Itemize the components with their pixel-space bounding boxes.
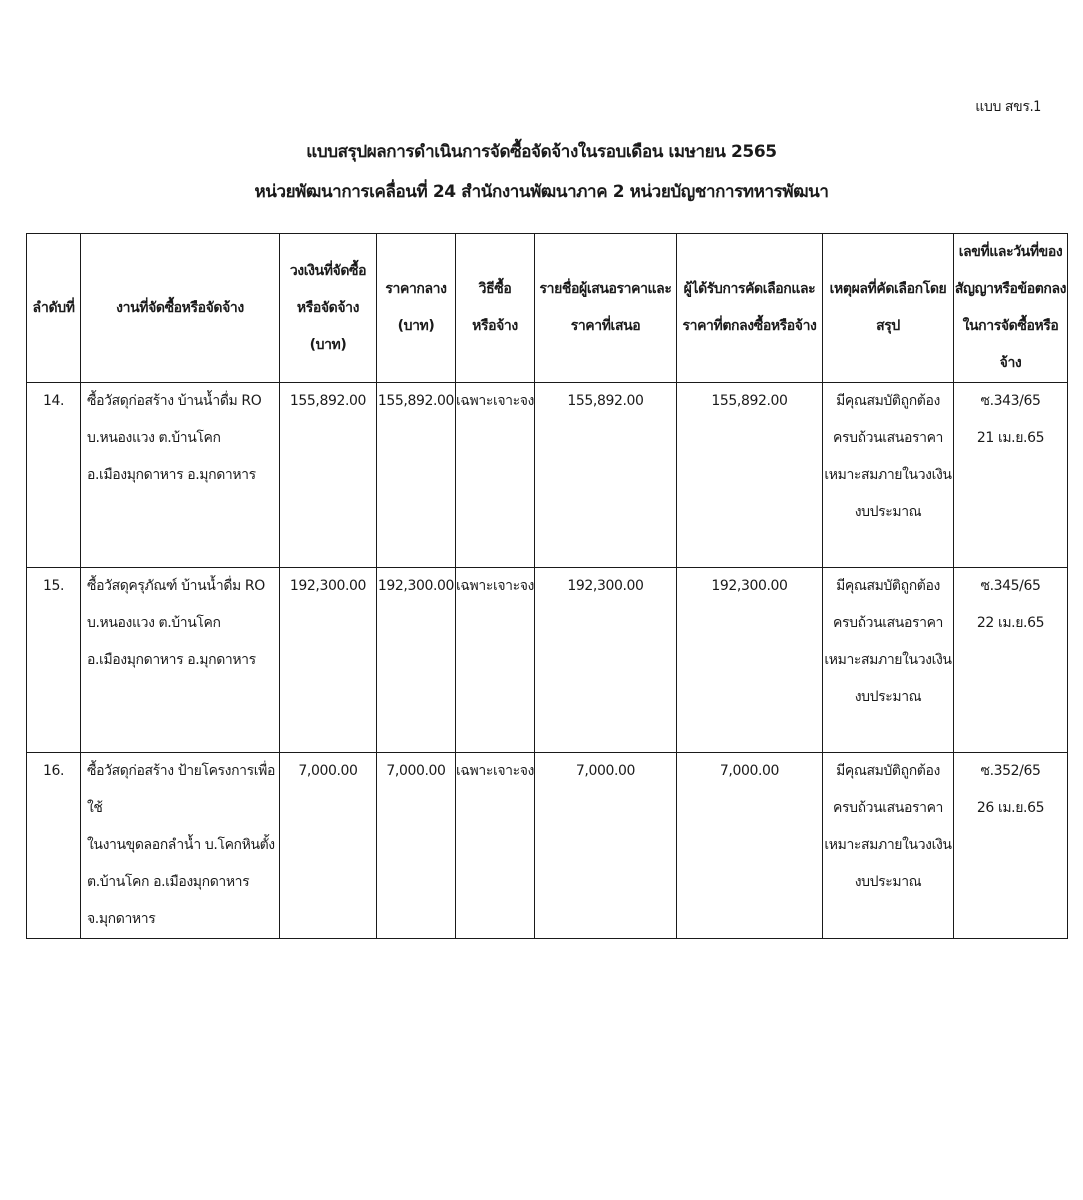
work-line: บ.หนองแวง ต.บ้านโคก — [87, 615, 221, 631]
header-reason-line: สรุป — [876, 318, 900, 334]
work-line: อ.เมืองมุกดาหาร อ.มุกดาหาร — [87, 652, 256, 668]
cell-work — [81, 568, 280, 753]
header-seq: ลำดับที่ — [27, 234, 81, 383]
header-reason-line: เหตุผลที่คัดเลือกโดย — [829, 281, 947, 297]
reason-line: งบประมาณ — [854, 504, 922, 520]
table-header-row — [27, 234, 1068, 383]
header-reason — [823, 234, 954, 383]
cell-median: 7,000.00 — [377, 753, 456, 939]
cell-seq: 15. — [27, 568, 81, 753]
reason-line: มีคุณสมบัติถูกต้อง — [836, 578, 940, 594]
reason-line: มีคุณสมบัติถูกต้อง — [836, 393, 940, 409]
header-contract-line: จ้าง — [999, 355, 1022, 371]
cell-seq: 16. — [27, 753, 81, 939]
procurement-table — [26, 233, 1068, 939]
header-median-line: (บาท) — [397, 318, 435, 334]
table-row — [27, 568, 1068, 753]
header-winner-line: ราคาที่ตกลงซื้อหรือจ้าง — [682, 318, 817, 334]
cell-winner: 7,000.00 — [677, 753, 823, 939]
cell-bidders: 7,000.00 — [535, 753, 677, 939]
reason-line: เหมาะสมภายในวงเงิน — [824, 652, 952, 668]
header-budget-line: (บาท) — [309, 336, 347, 353]
form-code: แบบ สขร.1 — [975, 99, 1041, 115]
table-row — [27, 753, 1068, 939]
cell-method: เฉพาะเจาะจง — [456, 383, 535, 568]
header-method-line: หรือจ้าง — [472, 318, 518, 334]
header-contract-line: เลขที่และวันที่ของ — [958, 244, 1063, 260]
cell-reason — [823, 568, 954, 753]
header-bidders-line: ราคาที่เสนอ — [570, 318, 641, 334]
header-bidders-line: รายชื่อผู้เสนอราคาและ — [539, 281, 672, 297]
cell-contract — [954, 383, 1068, 568]
header-budget-line: หรือจัดจ้าง — [296, 299, 360, 316]
contract-line: 21 เม.ย.65 — [976, 430, 1045, 446]
cell-seq: 14. — [27, 383, 81, 568]
reason-line: งบประมาณ — [854, 874, 922, 890]
reason-line: เหมาะสมภายในวงเงิน — [824, 467, 952, 483]
work-line: ซื้อวัสดุก่อสร้าง ป้ายโครงการเพื่อใช้ — [87, 763, 275, 816]
cell-reason — [823, 383, 954, 568]
report-subtitle: หน่วยพัฒนาการเคลื่อนที่ 24 สำนักงานพัฒนาภาค 2 หน่วยบัญชาการทหารพัฒนา — [254, 182, 829, 202]
header-method — [456, 234, 535, 383]
header-method-line: วิธีซื้อ — [478, 281, 512, 297]
header-contract-line: สัญญาหรือข้อตกลง — [954, 281, 1067, 297]
cell-budget: 155,892.00 — [280, 383, 377, 568]
cell-bidders: 192,300.00 — [535, 568, 677, 753]
header-budget-line: วงเงินที่จัดซื้อ — [289, 262, 367, 279]
contract-line: ซ.345/65 — [980, 578, 1041, 594]
contract-line: 26 เม.ย.65 — [976, 800, 1045, 816]
work-line: ซื้อวัสดุครุภัณฑ์ บ้านน้ำดื่ม RO — [87, 578, 265, 594]
work-line: อ.เมืองมุกดาหาร อ.มุกดาหาร — [87, 467, 256, 483]
table-row — [27, 383, 1068, 568]
header-contract — [954, 234, 1068, 383]
cell-work — [81, 753, 280, 939]
cell-method: เฉพาะเจาะจง — [456, 568, 535, 753]
contract-line: ซ.343/65 — [980, 393, 1041, 409]
work-line: จ.มุกดาหาร — [87, 911, 156, 927]
header-contract-line: ในการจัดซื้อหรือ — [962, 318, 1059, 334]
header-median — [377, 234, 456, 383]
reason-line: งบประมาณ — [854, 689, 922, 705]
cell-budget: 192,300.00 — [280, 568, 377, 753]
cell-reason — [823, 753, 954, 939]
work-line: บ.หนองแวง ต.บ้านโคก — [87, 430, 221, 446]
work-line: ในงานขุดลอกลำน้ำ บ.โคกหินตั้ง — [87, 837, 275, 853]
cell-contract — [954, 753, 1068, 939]
header-work: งานที่จัดซื้อหรือจัดจ้าง — [81, 234, 280, 383]
reason-line: ครบถ้วนเสนอราคา — [833, 430, 943, 446]
reason-line: ครบถ้วนเสนอราคา — [833, 800, 943, 816]
contract-line: 22 เม.ย.65 — [976, 615, 1045, 631]
reason-line: เหมาะสมภายในวงเงิน — [824, 837, 952, 853]
header-winner — [677, 234, 823, 383]
header-median-line: ราคากลาง — [385, 281, 447, 297]
cell-median: 155,892.00 — [377, 383, 456, 568]
header-budget — [280, 234, 377, 383]
cell-method: เฉพาะเจาะจง — [456, 753, 535, 939]
cell-median: 192,300.00 — [377, 568, 456, 753]
reason-line: มีคุณสมบัติถูกต้อง — [836, 763, 940, 779]
cell-work — [81, 383, 280, 568]
reason-line: ครบถ้วนเสนอราคา — [833, 615, 943, 631]
work-line: ซื้อวัสดุก่อสร้าง บ้านน้ำดื่ม RO — [87, 393, 262, 409]
header-bidders — [535, 234, 677, 383]
work-line: ต.บ้านโคก อ.เมืองมุกดาหาร — [87, 874, 250, 890]
header-winner-line: ผู้ได้รับการคัดเลือกและ — [683, 281, 816, 297]
cell-bidders: 155,892.00 — [535, 383, 677, 568]
report-title: แบบสรุปผลการดำเนินการจัดซื้อจัดจ้างในรอบเดือน เมษายน 2565 — [306, 142, 777, 162]
cell-contract — [954, 568, 1068, 753]
cell-budget: 7,000.00 — [280, 753, 377, 939]
cell-winner: 192,300.00 — [677, 568, 823, 753]
cell-winner: 155,892.00 — [677, 383, 823, 568]
contract-line: ซ.352/65 — [980, 763, 1041, 779]
